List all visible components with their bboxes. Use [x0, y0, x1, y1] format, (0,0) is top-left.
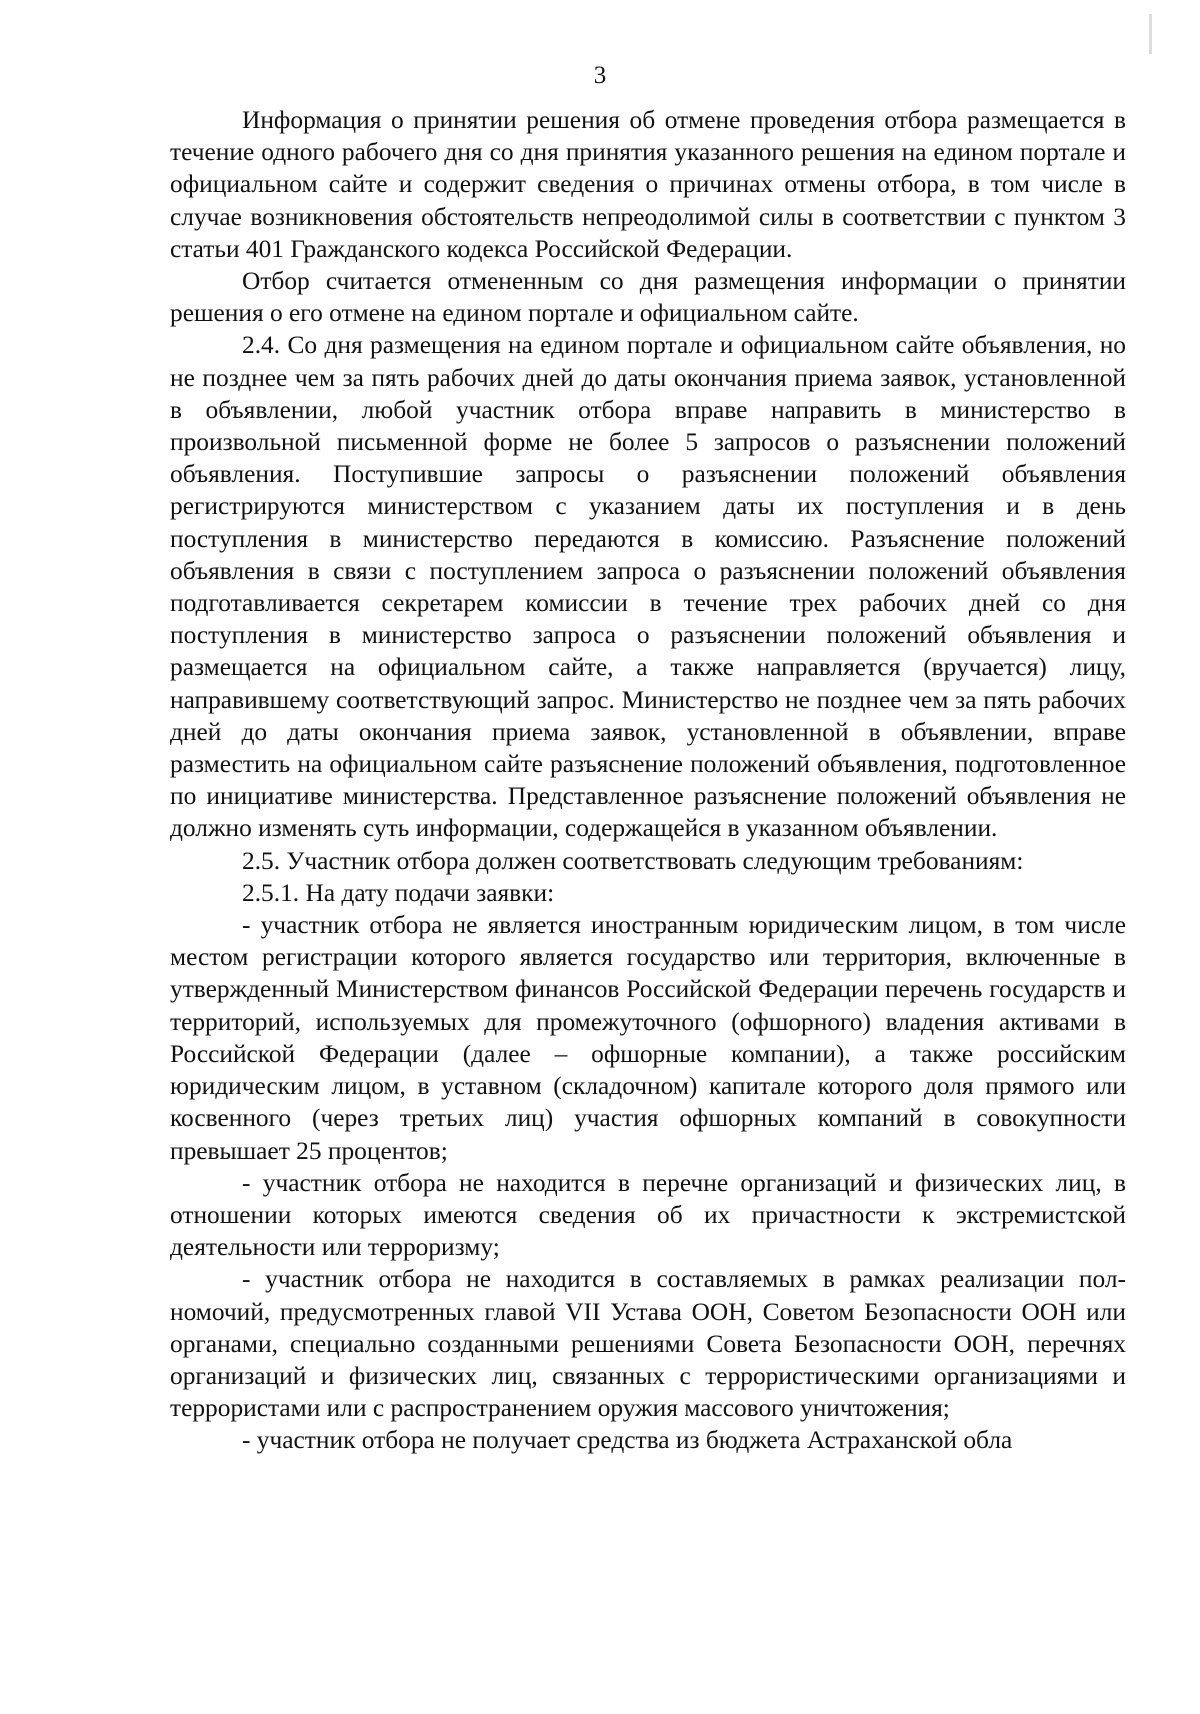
scan-artifact — [1149, 14, 1152, 54]
list-item-extremism: - участник отбора не находится в перечне организаций и физических лиц, в отношении которых имеются сведения об их причастности к экстремистской деятельности или терроризму; — [170, 1168, 1126, 1262]
document-body — [170, 104, 1126, 1457]
list-item-un-lists: - участник отбора не находится в составляемых в рамках реализации полномочий, предусмотренных главой VII Устава ООН, Советом Безопасности ООН или органами, специально созданными решениями Совета Безопасности ООН, перечнях организаций и физических лиц, связанных с террористическими организациями и террористами или с распространением оружия массового уничтожения; — [170, 1265, 1126, 1423]
list-item-offshore: - участник отбора не является иностранным юридическим лицом, в том числе местом регистрации которого является государство или территория, включенные в утвержденный Министерством финансов Российской Федерации перечень государств и территорий, используемых для промежуточного (офшорного) владения активами в Российской Федерации (далее – офшорные компании), а также российским юридическим лицом, в уставном (складочном) капитале которого доля прямого или косвенного (через третьих лиц) участия офшорных компаний в совокупности превышает 25 процентов; — [170, 911, 1126, 1165]
paragraph-cancellation-effective: Отбор считается отмененным со дня размещения информации о принятии решения о его отмене на едином портале и официальном сайте. — [170, 267, 1126, 328]
paragraph-2-5: 2.5. Участник отбора должен соответствовать следующим требованиям: — [242, 846, 1024, 875]
page-number: 3 — [593, 62, 607, 89]
paragraph-2-4: 2.4. Со дня размещения на едином портале и официальном сайте объявления, но не позднее чем за пять рабочих дней до даты окончания приема заявок, установленной в объявлении, любой участник отбора вправе направить в министерство в произвольной письменной форме не более 5 запросов о разъяснении положений объявления. Поступившие запросы о разъяснении положений объявления регистрируются министерством с указанием даты их поступления и в день поступления в министерство передаются в комиссию. Разъяснение положений объявления в связи с поступлением запроса о разъяснении положений объявления подготавливается секретарем комиссии в течение трех рабочих дней со дня поступления в министерство запроса о разъяснении положений объявления и размещается на официальном сайте, а также направляется (вручается) лицу, направившему соответствующий запрос. Министерство не позднее чем за пять рабочих дней до даты окончания приема заявок, установленной в объявлении, вправе разместить на официальном сайте разъяснение положений объявления, подготовленное по инициативе министерства. Представленное разъяснение положений объявления не должно изменять суть информации, содержащейся в указанном объявлении. — [170, 331, 1126, 843]
list-item-budget: - участник отбора не получает средства из бюджета Астраханской обла — [242, 1426, 1013, 1455]
paragraph-cancellation-info: Информация о принятии решения об отмене проведения отбора размещается в течение одного рабочего дня со дня принятия указанного решения на едином портале и официальном сайте и содержит сведения о причинах отмены отбора, в том числе в случае возникновения обстоятельств непреодолимой силы в соответствии с пунктом 3 статьи 401 Гражданского кодекса Российской Федерации. — [170, 106, 1126, 263]
paragraph-2-5-1: 2.5.1. На дату подачи заявки: — [242, 878, 555, 907]
